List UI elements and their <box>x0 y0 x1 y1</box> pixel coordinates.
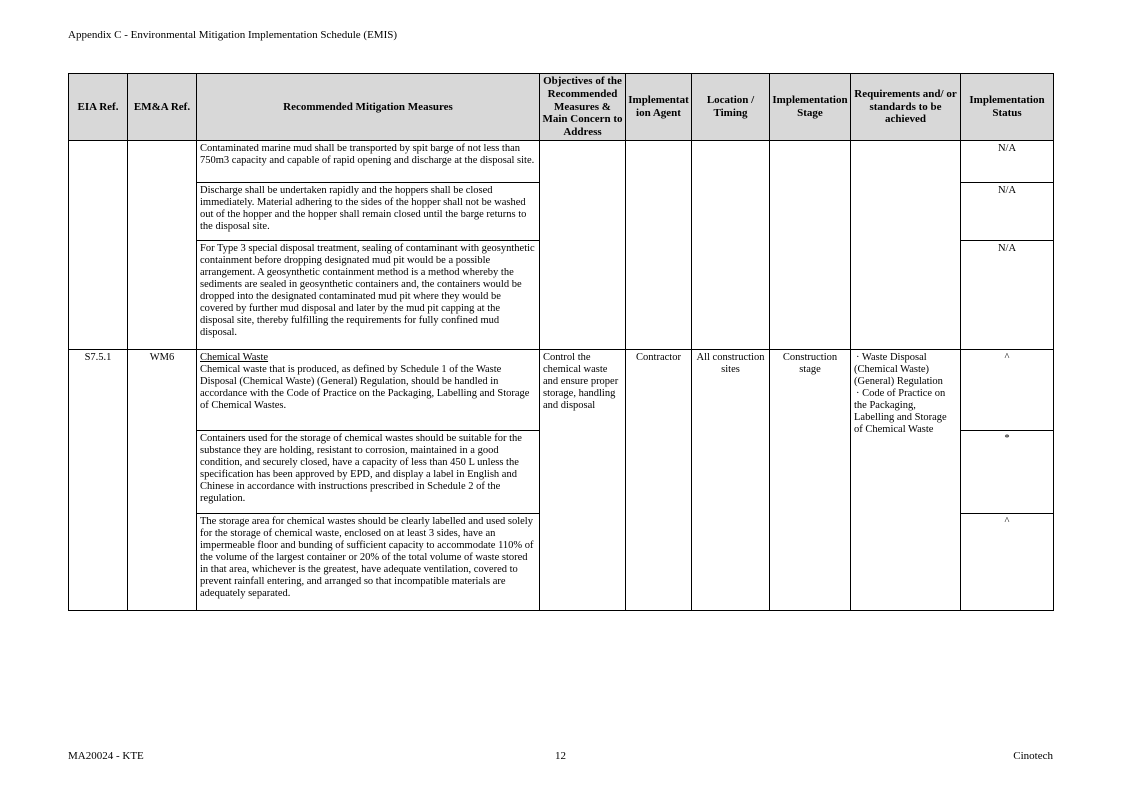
cell-status: N/A <box>961 182 1054 240</box>
footer-company: Cinotech <box>1013 750 1053 762</box>
cell-ema-ref <box>128 140 197 349</box>
col-header-measures: Recommended Mitigation Measures <box>197 74 540 141</box>
cell-stage <box>770 140 851 349</box>
table-row <box>69 349 1054 430</box>
cell-ema-ref: WM6 <box>128 349 197 610</box>
cell-location-timing <box>692 140 770 349</box>
col-header-objectives: Objectives of the Recommended Measures & Main Concern to Address <box>540 74 626 141</box>
cell-stage: Construction stage <box>770 349 851 610</box>
cell-measure-text: Containers used for the storage of chemical wastes should be suitable for the substance they are holding, resistant to corrosion, maintained in a good condition, and securely closed, have a capacity of less than 450 L unless the specification has been approved by EPD, and display a label in English and Chinese in accordance with instructions prescribed in Schedule 2 of the regulation. <box>197 430 540 513</box>
requirement-item: · Code of Practice on the Packaging, Labelling and Storage of Chemical Waste <box>854 387 947 435</box>
cell-status: N/A <box>961 240 1054 349</box>
cell-agent: Contractor <box>626 349 692 610</box>
cell-measure-text: Contaminated marine mud shall be transported by spit barge of not less than 750m3 capacity and capable of rapid opening and discharge at the disposal site. <box>197 140 540 182</box>
cell-status: * <box>961 430 1054 513</box>
cell-measure-text: For Type 3 special disposal treatment, sealing of contaminant with geosynthetic containment before dropping designated mud pit would be a possible arrangement. A geosynthetic containment method is a method whereby the sediments are sealed in geosynthetic containers and, the containers would be dropped into the designated contaminated mud pit where they would be covered by further mud disposal and later by the mud pit capping at the disposal site, thereby fulfilling the requirements for fully confined mud disposal. <box>197 240 540 349</box>
cell-status: N/A <box>961 140 1054 182</box>
col-header-agent: Implementation Agent <box>626 74 692 141</box>
col-header-location-timing: Location / Timing <box>692 74 770 141</box>
cell-status: ^ <box>961 349 1054 430</box>
cell-measure-text: Discharge shall be undertaken rapidly and the hoppers shall be closed immediately. Material adhering to the sides of the hopper shall not be washed out of the hopper and the hopper shall remain closed until the barge returns to the disposal site. <box>197 182 540 240</box>
cell-eia-ref: S7.5.1 <box>69 349 128 610</box>
cell-measure-text: The storage area for chemical wastes should be clearly labelled and used solely for the storage of chemical waste, enclosed on at least 3 sides, have an impermeable floor and bunding of sufficient capacity to accommodate 110% of the volume of the largest container or 20% of the total volume of waste stored in that area, whichever is the greatest, have adequate ventilation, covered to prevent rainfall entering, and arranged so that incompatible materials are adequately separated. <box>197 513 540 610</box>
cell-status: ^ <box>961 513 1054 610</box>
footer-page-number: 12 <box>555 750 566 762</box>
table-header-row <box>69 74 1054 141</box>
page-footer <box>68 750 1053 764</box>
requirement-item: · Waste Disposal (Chemical Waste) (General) Regulation <box>854 351 943 387</box>
footer-project-ref: MA20024 - KTE <box>68 750 144 762</box>
measure-heading: Chemical Waste <box>200 351 269 363</box>
cell-objectives <box>540 140 626 349</box>
table-row <box>69 140 1054 182</box>
cell-requirements <box>851 140 961 349</box>
cell-objectives: Control the chemical waste and ensure proper storage, handling and disposal <box>540 349 626 610</box>
cell-requirements <box>851 349 961 610</box>
col-header-requirements: Requirements and/ or standards to be achieved <box>851 74 961 141</box>
cell-eia-ref <box>69 140 128 349</box>
emis-table <box>68 73 1054 611</box>
measure-paragraph: Chemical waste that is produced, as defined by Schedule 1 of the Waste Disposal (Chemical Waste) (General) Regulation, should be handled in accordance with the Code of Practice on the Packaging, Labelling and Storage of Chemical Wastes. <box>200 363 530 411</box>
cell-agent <box>626 140 692 349</box>
col-header-stage: Implementation Stage <box>770 74 851 141</box>
col-header-eia-ref: EIA Ref. <box>69 74 128 141</box>
cell-location-timing: All construction sites <box>692 349 770 610</box>
col-header-ema-ref: EM&A Ref. <box>128 74 197 141</box>
appendix-title: Appendix C - Environmental Mitigation Implementation Schedule (EMIS) <box>68 29 398 41</box>
col-header-status: Implementation Status <box>961 74 1054 141</box>
cell-measure-text <box>197 349 540 430</box>
